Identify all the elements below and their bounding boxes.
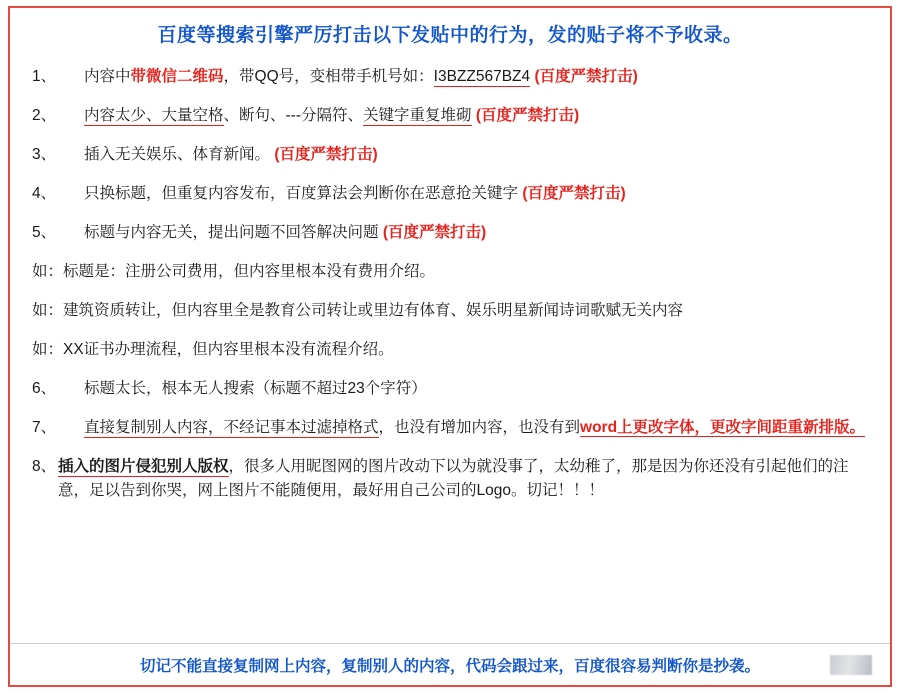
list-item-text xyxy=(84,182,868,206)
list-item xyxy=(32,416,868,440)
text-segment-underlined: I3BZZ567BZ4 xyxy=(433,67,531,85)
text-segment: ，带QQ号，变相带手机号如： xyxy=(223,67,434,85)
note-text: 如：XX证书办理流程，但内容里根本没有流程介绍。 xyxy=(32,340,394,358)
text-segment-warning: (百度严禁打击) xyxy=(274,145,378,163)
list-item xyxy=(32,182,868,206)
footer-segment: ，百度很容易判断你是抄袭。 xyxy=(558,657,761,675)
list-item xyxy=(32,104,868,128)
list-item-number: 7、 xyxy=(32,418,57,436)
redacted-watermark xyxy=(830,655,872,675)
note-text: 如：建筑资质转让，但内容里全是教育公司转让或里边有体育、娱乐明星新闻诗词歌赋无关内容 xyxy=(32,301,684,319)
list-item-text xyxy=(84,65,868,89)
list-item xyxy=(32,65,868,89)
list-item-number: 3、 xyxy=(32,145,57,163)
list-item-number: 2、 xyxy=(32,106,57,124)
list-item-text xyxy=(58,455,868,503)
text-segment-underlined: 插入的图片侵犯别人版权 xyxy=(58,457,229,475)
footer-text xyxy=(140,654,760,676)
list-item xyxy=(32,221,868,245)
text-segment-underlined: 直接复制别人内容，不经记事本过滤掉格式 xyxy=(84,418,379,436)
list-item-text xyxy=(84,377,868,401)
text-segment: 插入无关娱乐、体育新闻。 xyxy=(84,145,271,163)
text-segment-warning: (百度严禁打击) xyxy=(522,184,626,202)
text-segment: ，很多人用昵图网的图片改动下以为就没事了，太幼稚了，那是因为你还没有引起他们的注意，足以告到你哭，网上图片不能随便用，最好用自己公司的Logo。切记！！！ xyxy=(58,457,849,499)
text-segment-emphasis: 带微信二维码 xyxy=(130,67,224,85)
text-segment: 只换标题，但重复内容发布，百度算法会判断你在恶意抢关键字 xyxy=(84,184,519,202)
list-item-text xyxy=(84,221,868,245)
list-item xyxy=(32,455,868,503)
list-item-number: 6、 xyxy=(32,379,57,397)
footer-segment: 代码会跟过来 xyxy=(465,657,559,675)
list-item xyxy=(32,377,868,401)
text-segment-warning: (百度严禁打击) xyxy=(475,106,580,124)
text-segment-warning: (百度严禁打击) xyxy=(534,67,638,85)
text-segment-warning: (百度严禁打击) xyxy=(382,223,487,241)
text-segment-underlined: 关键字重复堆砌 xyxy=(363,106,472,124)
text-segment: 标题与内容无关，提出问题不回答解决问题 xyxy=(84,223,379,241)
text-segment: 标题太长，根本无人搜索（标题不超过23个字符） xyxy=(84,379,427,397)
list-item xyxy=(32,143,868,167)
text-segment: 、断句、---分隔符、 xyxy=(223,106,364,124)
list-item-number: 8、 xyxy=(32,457,57,475)
list-item-text xyxy=(84,143,868,167)
text-segment: 内容中 xyxy=(84,67,131,85)
page-title: 百度等搜索引擎严厉打击以下发贴中的行为，发的贴子将不予收录。 xyxy=(157,25,743,46)
list-item-text xyxy=(84,104,868,128)
footer-segment: 切记不能直接复制网上内容 xyxy=(139,657,326,675)
footer-banner xyxy=(10,643,890,685)
text-segment-warning: word上更改字体，更改字间距重新排版。 xyxy=(580,418,866,436)
list-item-text xyxy=(84,416,868,440)
list-item-number: 4、 xyxy=(32,184,57,202)
text-segment-underlined: 内容太少、大量空格 xyxy=(84,106,224,124)
document-frame xyxy=(8,6,892,687)
list-item-number: 5、 xyxy=(32,223,57,241)
list-item-number: 1、 xyxy=(32,67,57,85)
document-body xyxy=(10,8,890,685)
note-text: 如：标题是：注册公司费用，但内容里根本没有费用介绍。 xyxy=(32,262,436,280)
text-segment: ，也没有增加内容，也没有到 xyxy=(378,418,581,436)
footer-segment: ，复制别人的内容， xyxy=(325,657,466,675)
